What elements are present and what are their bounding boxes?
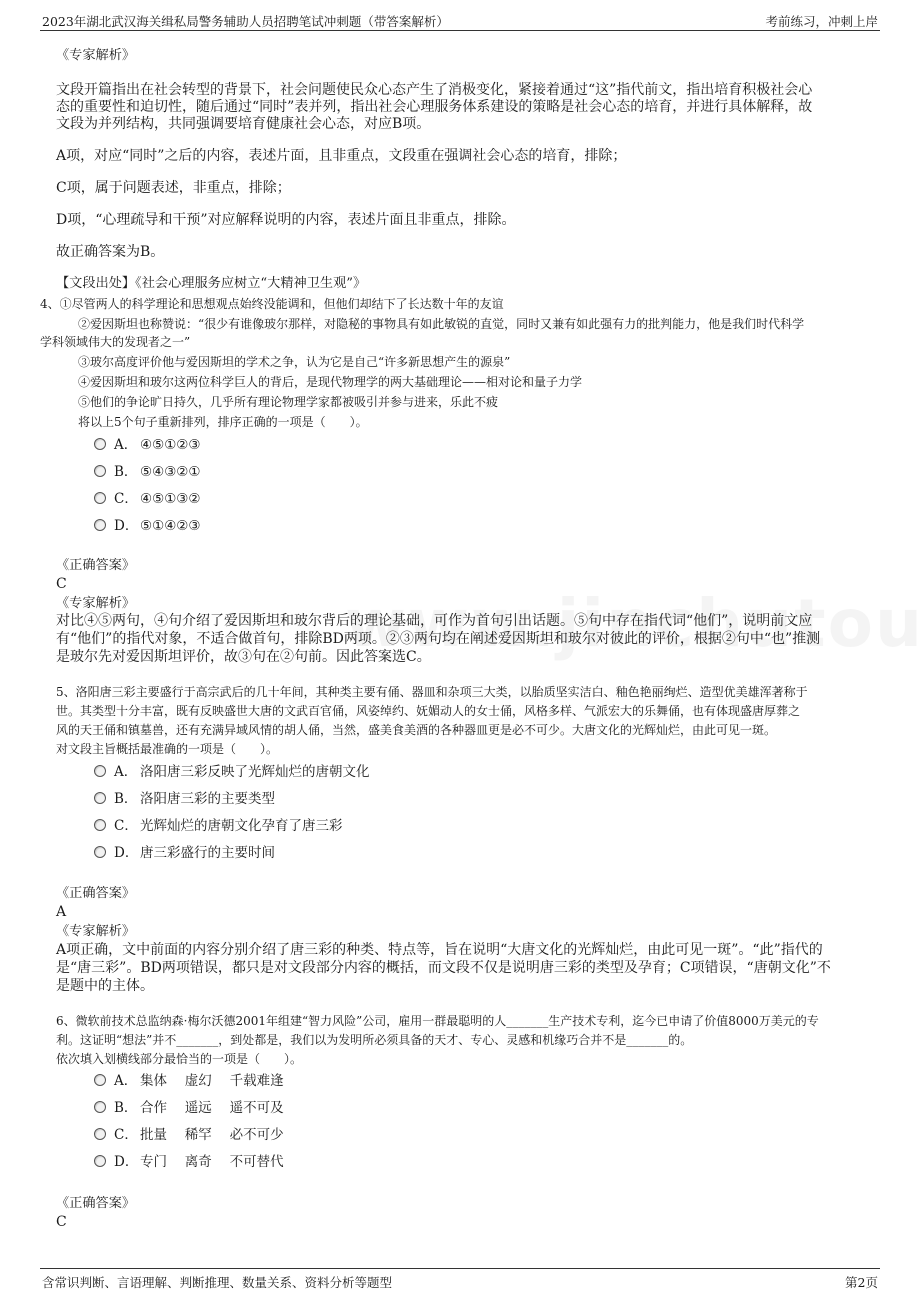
q4-answer-heading: 《正确答案》	[56, 558, 136, 573]
q5-stem-line-4: 对文段主旨概括最准确的一项是（ ）。	[56, 742, 279, 756]
radio-icon[interactable]	[94, 1074, 106, 1086]
q5-analysis-line-3: 是题中的主体。	[56, 978, 154, 994]
q3-expert-heading: 《专家解析》	[56, 48, 136, 63]
q6-stem-line-3: 依次填入划横线部分最恰当的一项是（ ）。	[56, 1052, 303, 1066]
page-number: 第2页	[845, 1275, 878, 1290]
q4-option-b[interactable]: B． ⑤④③②①	[94, 463, 201, 481]
q4-analysis-line-2: 有“他们”的指代对象，不适合做首句，排除BD两项。②③两句均在阐述爱因斯坦和玻尔对彼此的评价，根据②句中“也”推测	[56, 631, 821, 647]
q5-stem-line-3: 风的天王俑和镇墓兽，还有充满异域风情的胡人俑，当然，盛美食美酒的各种器皿更是必不可少。大唐文化的光辉灿烂，由此可见一斑。	[56, 723, 777, 737]
q6-answer: C	[56, 1214, 67, 1230]
q5-option-c[interactable]: C． 光辉灿烂的唐朝文化孕育了唐三彩	[94, 817, 343, 835]
q5-stem-line-2: 世。其类型十分丰富，既有反映盛世大唐的文武百官俑，风姿绰约、妩媚动人的女士俑，风格多样、气派宏大的乐舞俑，也有体现盛唐厚葬之	[56, 704, 801, 718]
q4-stem-line-3: 学科领域伟大的发现者之一”	[40, 335, 191, 349]
q5-option-b[interactable]: B． 洛阳唐三彩的主要类型	[94, 790, 275, 808]
q5-option-a[interactable]: A． 洛阳唐三彩反映了光辉灿烂的唐朝文化	[94, 763, 370, 781]
q5-answer-heading: 《正确答案》	[56, 886, 136, 901]
q5-expert-heading: 《专家解析》	[56, 924, 136, 939]
footer-note: 含常识判断、言语理解、判断推理、数量关系、资料分析等题型	[42, 1275, 393, 1290]
q5-analysis-line-1: A项正确，文中前面的内容分别介绍了唐三彩的种类、特点等，旨在说明“大唐文化的光辉灿烂，由此可见一斑”。“此”指代的	[56, 942, 823, 958]
q6-option-d[interactable]: D． 专门 离奇 不可替代	[94, 1153, 284, 1171]
q6-option-a[interactable]: A． 集体 虚幻 千载难逢	[94, 1072, 284, 1090]
radio-icon[interactable]	[94, 1101, 106, 1113]
radio-icon[interactable]	[94, 846, 106, 858]
q4-option-c[interactable]: C． ④⑤①③②	[94, 490, 201, 508]
q5-analysis-line-2: 是“唐三彩”。BD两项错误，都只是对文段部分内容的概括，而文段不仅是说明唐三彩的类型及孕育；C项错误，“唐朝文化”不	[56, 960, 831, 976]
q6-stem-line-1: 6、微软前技术总监纳森·梅尔沃德2001年组建“智力风险”公司，雇用一群最聪明的人_______生产技术专利，迄今已申请了价值8000万美元的专	[56, 1014, 819, 1028]
header-slogan: 考前练习，冲刺上岸	[765, 14, 878, 29]
q6-answer-heading: 《正确答案》	[56, 1196, 136, 1211]
radio-icon[interactable]	[94, 1155, 106, 1167]
q6-stem-line-2: 利。这证明“想法”并不_______，到处都是，我们以为发明所必须具备的天才、专心、灵感和机缘巧合并不是_______的。	[56, 1033, 693, 1047]
q5-answer: A	[56, 904, 67, 920]
q3-option-d-analysis: D项，“心理疏导和干预”对应解释说明的内容，表述片面且非重点，排除。	[56, 212, 516, 228]
radio-icon[interactable]	[94, 438, 106, 450]
radio-icon[interactable]	[94, 765, 106, 777]
q4-stem-line-7: 将以上5个句子重新排列，排序正确的一项是（ ）。	[78, 415, 368, 429]
page-header	[40, 10, 880, 31]
radio-icon[interactable]	[94, 1128, 106, 1140]
radio-icon[interactable]	[94, 819, 106, 831]
q4-expert-heading: 《专家解析》	[56, 596, 136, 611]
q3-analysis-line-1: 文段开篇指出在社会转型的背景下，社会问题使民众心态产生了消极变化，紧接着通过“这”指代前文，指出培育积极社会心	[56, 82, 813, 98]
radio-icon[interactable]	[94, 519, 106, 531]
q3-analysis-line-3: 文段为并列结构，共同强调要培育健康社会心态，对应B项。	[56, 116, 431, 132]
q4-stem-line-2: ②爱因斯坦也称赞说：“很少有谁像玻尔那样，对隐秘的事物具有如此敏锐的直觉，同时又兼有如此强有力的批判能力，他是我们时代科学	[78, 317, 805, 331]
q3-option-a-analysis: A项，对应“同时”之后的内容，表述片面，且非重点，文段重在强调社会心态的培育，排除；	[56, 148, 627, 164]
q5-option-d[interactable]: D． 唐三彩盛行的主要时间	[94, 844, 275, 862]
q4-answer: C	[56, 576, 67, 592]
q5-stem-line-1: 5、洛阳唐三彩主要盛行于高宗武后的几十年间，其种类主要有俑、器皿和杂项三大类，以胎质坚实洁白、釉色艳丽绚烂、造型优美雄浑著称于	[56, 685, 808, 699]
q4-option-a[interactable]: A． ④⑤①②③	[94, 436, 201, 454]
q4-option-d[interactable]: D． ⑤①④②③	[94, 517, 201, 535]
q4-stem-line-1: 4、①尽管两人的科学理论和思想观点始终没能调和，但他们却结下了长达数十年的友谊	[40, 297, 504, 311]
q6-option-c[interactable]: C． 批量 稀罕 必不可少	[94, 1126, 284, 1144]
radio-icon[interactable]	[94, 792, 106, 804]
page-footer	[40, 1268, 880, 1291]
q4-stem-line-6: ⑤他们的争论旷日持久，几乎所有理论物理学家都被吸引并参与进来，乐此不疲	[78, 395, 499, 409]
radio-icon[interactable]	[94, 465, 106, 477]
q4-analysis-line-3: 是玻尔先对爱因斯坦评价，故③句在②句前。因此答案选C。	[56, 649, 431, 665]
q3-conclusion: 故正确答案为B。	[56, 244, 165, 260]
radio-icon[interactable]	[94, 492, 106, 504]
q4-analysis-line-1: 对比④⑤两句，④句介绍了爱因斯坦和玻尔背后的理论基础，可作为首句引出话题。⑤句中存在指代词“他们”，说明前文应	[56, 613, 813, 629]
q3-option-c-analysis: C项，属于问题表述，非重点，排除；	[56, 180, 291, 196]
q3-source: 【文段出处】《社会心理服务应树立“大精神卫生观”》	[56, 276, 367, 291]
q6-option-b[interactable]: B． 合作 遥远 遥不可及	[94, 1099, 284, 1117]
header-title: 2023年湖北武汉海关缉私局警务辅助人员招聘笔试冲刺题（带答案解析）	[42, 14, 449, 29]
q4-stem-line-4: ③玻尔高度评价他与爱因斯坦的学术之争，认为它是自己“许多新思想产生的源泉”	[78, 355, 511, 369]
q4-stem-line-5: ④爱因斯坦和玻尔这两位科学巨人的背后，是现代物理学的两大基础理论——相对论和量子力学	[78, 375, 583, 389]
q3-analysis-line-2: 态的重要性和迫切性，随后通过“同时”表并列，指出社会心理服务体系建设的策略是社会心态的培育，并进行具体解释，故	[56, 99, 813, 115]
